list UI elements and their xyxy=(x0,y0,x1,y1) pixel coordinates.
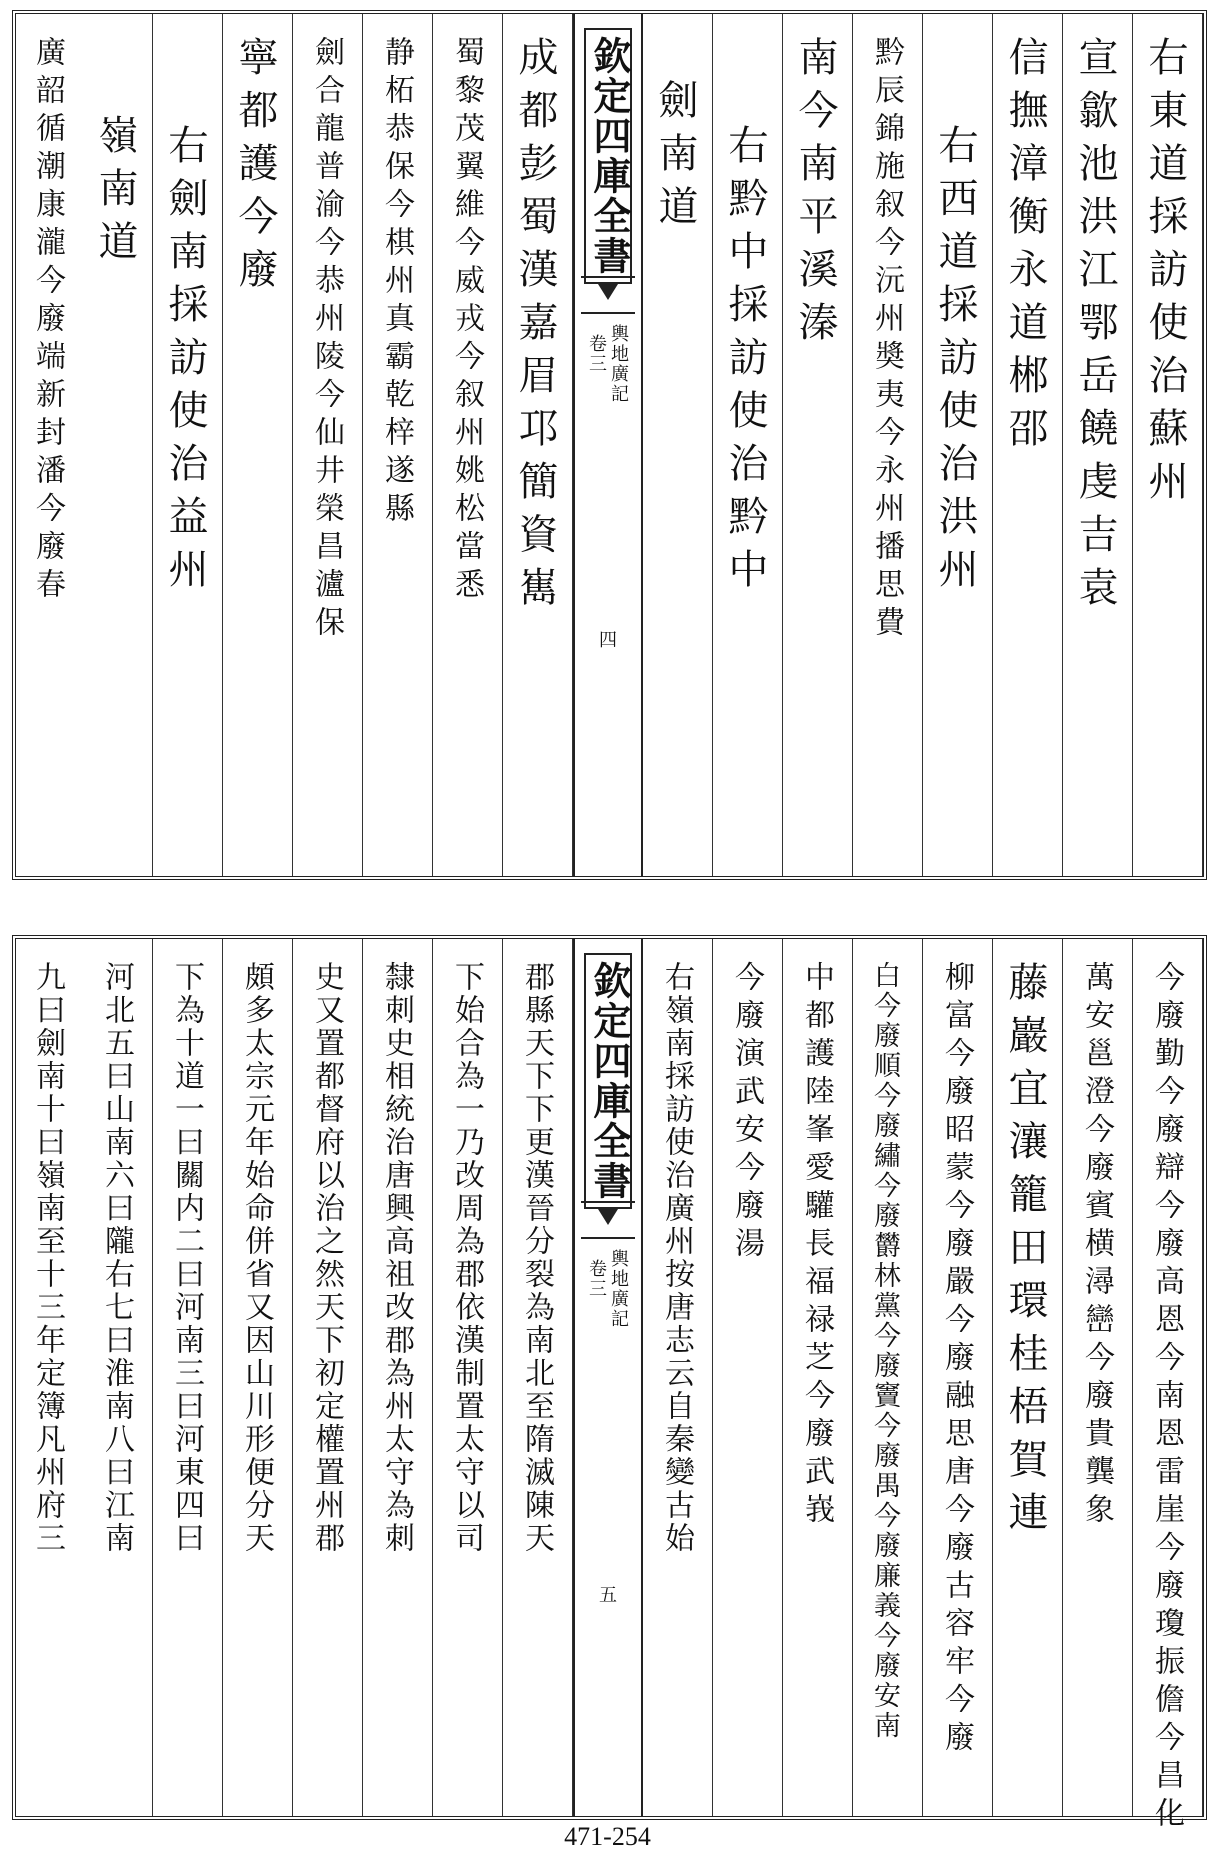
text-column xyxy=(923,939,993,1816)
text-line: 隸刺史相統治唐興高祖改郡為州太守為刺 xyxy=(379,961,414,1555)
text-column xyxy=(643,14,713,876)
text-line: 南今南平溪溱 xyxy=(792,36,838,354)
text-column xyxy=(433,939,503,1816)
running-title: 欽定四庫全書 xyxy=(584,28,632,284)
book-reference: 輿地廣記 xyxy=(608,1249,629,1329)
text-column xyxy=(993,14,1063,876)
text-line: 藤巖宜瀼籠田環桂梧賀連 xyxy=(1002,961,1048,1544)
fish-tail-ornament xyxy=(581,276,635,314)
text-line: 下為十道一曰關内二曰河南三曰河東四曰 xyxy=(169,961,204,1555)
text-column xyxy=(153,939,223,1816)
text-column xyxy=(503,14,573,876)
text-line: 今廢演武安今廢湯 xyxy=(729,961,764,1265)
text-line: 郡縣天下下更漢晉分裂為南北至隋滅陳天 xyxy=(519,961,554,1555)
text-column xyxy=(783,14,853,876)
text-column xyxy=(16,14,83,876)
text-column xyxy=(853,14,923,876)
fish-tail-ornament xyxy=(581,1201,635,1239)
center-strip xyxy=(573,14,643,876)
text-column xyxy=(153,14,223,876)
text-line: 右西道採訪使治洪州 xyxy=(932,124,978,601)
text-column xyxy=(643,939,713,1816)
text-column xyxy=(1063,14,1133,876)
scan-page-number: 471-254 xyxy=(564,1822,651,1851)
text-line: 劍合龍普渝今恭州陵今仙井榮昌瀘保 xyxy=(309,36,344,644)
text-column xyxy=(223,14,293,876)
text-column xyxy=(433,14,503,876)
text-line: 下始合為一乃改周為郡依漢制置太守以司 xyxy=(449,961,484,1555)
center-strip xyxy=(573,939,643,1816)
text-line: 嶺南道 xyxy=(92,114,138,273)
text-line: 劍南道 xyxy=(652,79,698,238)
text-column xyxy=(1133,939,1203,1835)
text-column xyxy=(993,939,1063,1816)
text-column xyxy=(363,14,433,876)
text-line: 廣韶循潮康瀧今廢端新封潘今廢春 xyxy=(30,36,65,606)
text-line: 萬安邕澄今廢賓横潯巒今廢貴龔象 xyxy=(1079,961,1114,1531)
text-column xyxy=(923,14,993,876)
text-column xyxy=(83,939,153,1816)
running-title: 欽定四庫全書 xyxy=(584,953,632,1209)
text-column xyxy=(853,939,923,1816)
bottom-page xyxy=(12,935,1207,1835)
text-column xyxy=(503,939,573,1816)
text-column xyxy=(1063,939,1133,1816)
text-line: 静柘恭保今棋州真霸乾梓遂縣 xyxy=(379,36,414,530)
text-line: 頗多太宗元年始命併省又因山川形便分天 xyxy=(239,961,274,1555)
book-reference: 輿地廣記 xyxy=(608,324,629,404)
text-column xyxy=(363,939,433,1816)
text-column xyxy=(16,939,83,1816)
juan-number: 卷三 xyxy=(586,334,607,374)
page-number: 四 xyxy=(599,630,617,651)
text-column xyxy=(293,14,363,876)
text-line: 史又置都督府以治之然天下初定權置州郡 xyxy=(309,961,344,1555)
text-column xyxy=(83,14,153,876)
page-number: 五 xyxy=(599,1585,617,1606)
text-line: 蜀黎茂翼維今威戎今叙州姚松當悉 xyxy=(449,36,484,606)
text-line: 右東道採訪使治蘇州 xyxy=(1142,36,1188,513)
text-column xyxy=(713,939,783,1816)
text-column xyxy=(293,939,363,1816)
text-line: 河北五曰山南六曰隴右七曰淮南八曰江南 xyxy=(99,961,134,1555)
text-line: 九曰劍南十曰嶺南至十三年定簿凡州府三 xyxy=(30,961,65,1555)
text-line: 中都護陸峯愛驩長福禄芝今廢武峩 xyxy=(799,961,834,1531)
text-line: 柳富今廢昭蒙今廢嚴今廢融思唐今廢古容牢今廢 xyxy=(939,961,974,1759)
text-column xyxy=(713,14,783,876)
text-line: 成都彭蜀漢嘉眉邛簡資嶲 xyxy=(512,36,558,619)
text-line: 白今廢順今廢繡今廢欝林黨今廢竇今廢禺今廢廉義今廢安南 xyxy=(869,961,900,1741)
text-line: 黔辰錦施叙今沅州奬夷今永州播思費 xyxy=(869,36,904,644)
top-page xyxy=(12,10,1207,880)
juan-number: 卷三 xyxy=(586,1259,607,1299)
text-column xyxy=(783,939,853,1816)
text-column xyxy=(1133,14,1203,876)
text-line: 右黔中採訪使治黔中 xyxy=(722,124,768,601)
text-line: 信撫漳衡永道郴邵 xyxy=(1002,36,1048,460)
text-line: 寧都護今廢 xyxy=(232,36,278,301)
text-line: 宣歙池洪江鄂岳饒虔吉袁 xyxy=(1072,36,1118,619)
text-line: 右嶺南採訪使治廣州按唐志云自秦變古始 xyxy=(659,961,694,1555)
text-line: 右劍南採訪使治益州 xyxy=(162,124,208,601)
text-line: 今廢勤今廢辯今廢高恩今南恩雷崖今廢瓊振儋今昌化 xyxy=(1149,961,1184,1835)
text-column xyxy=(223,939,293,1816)
